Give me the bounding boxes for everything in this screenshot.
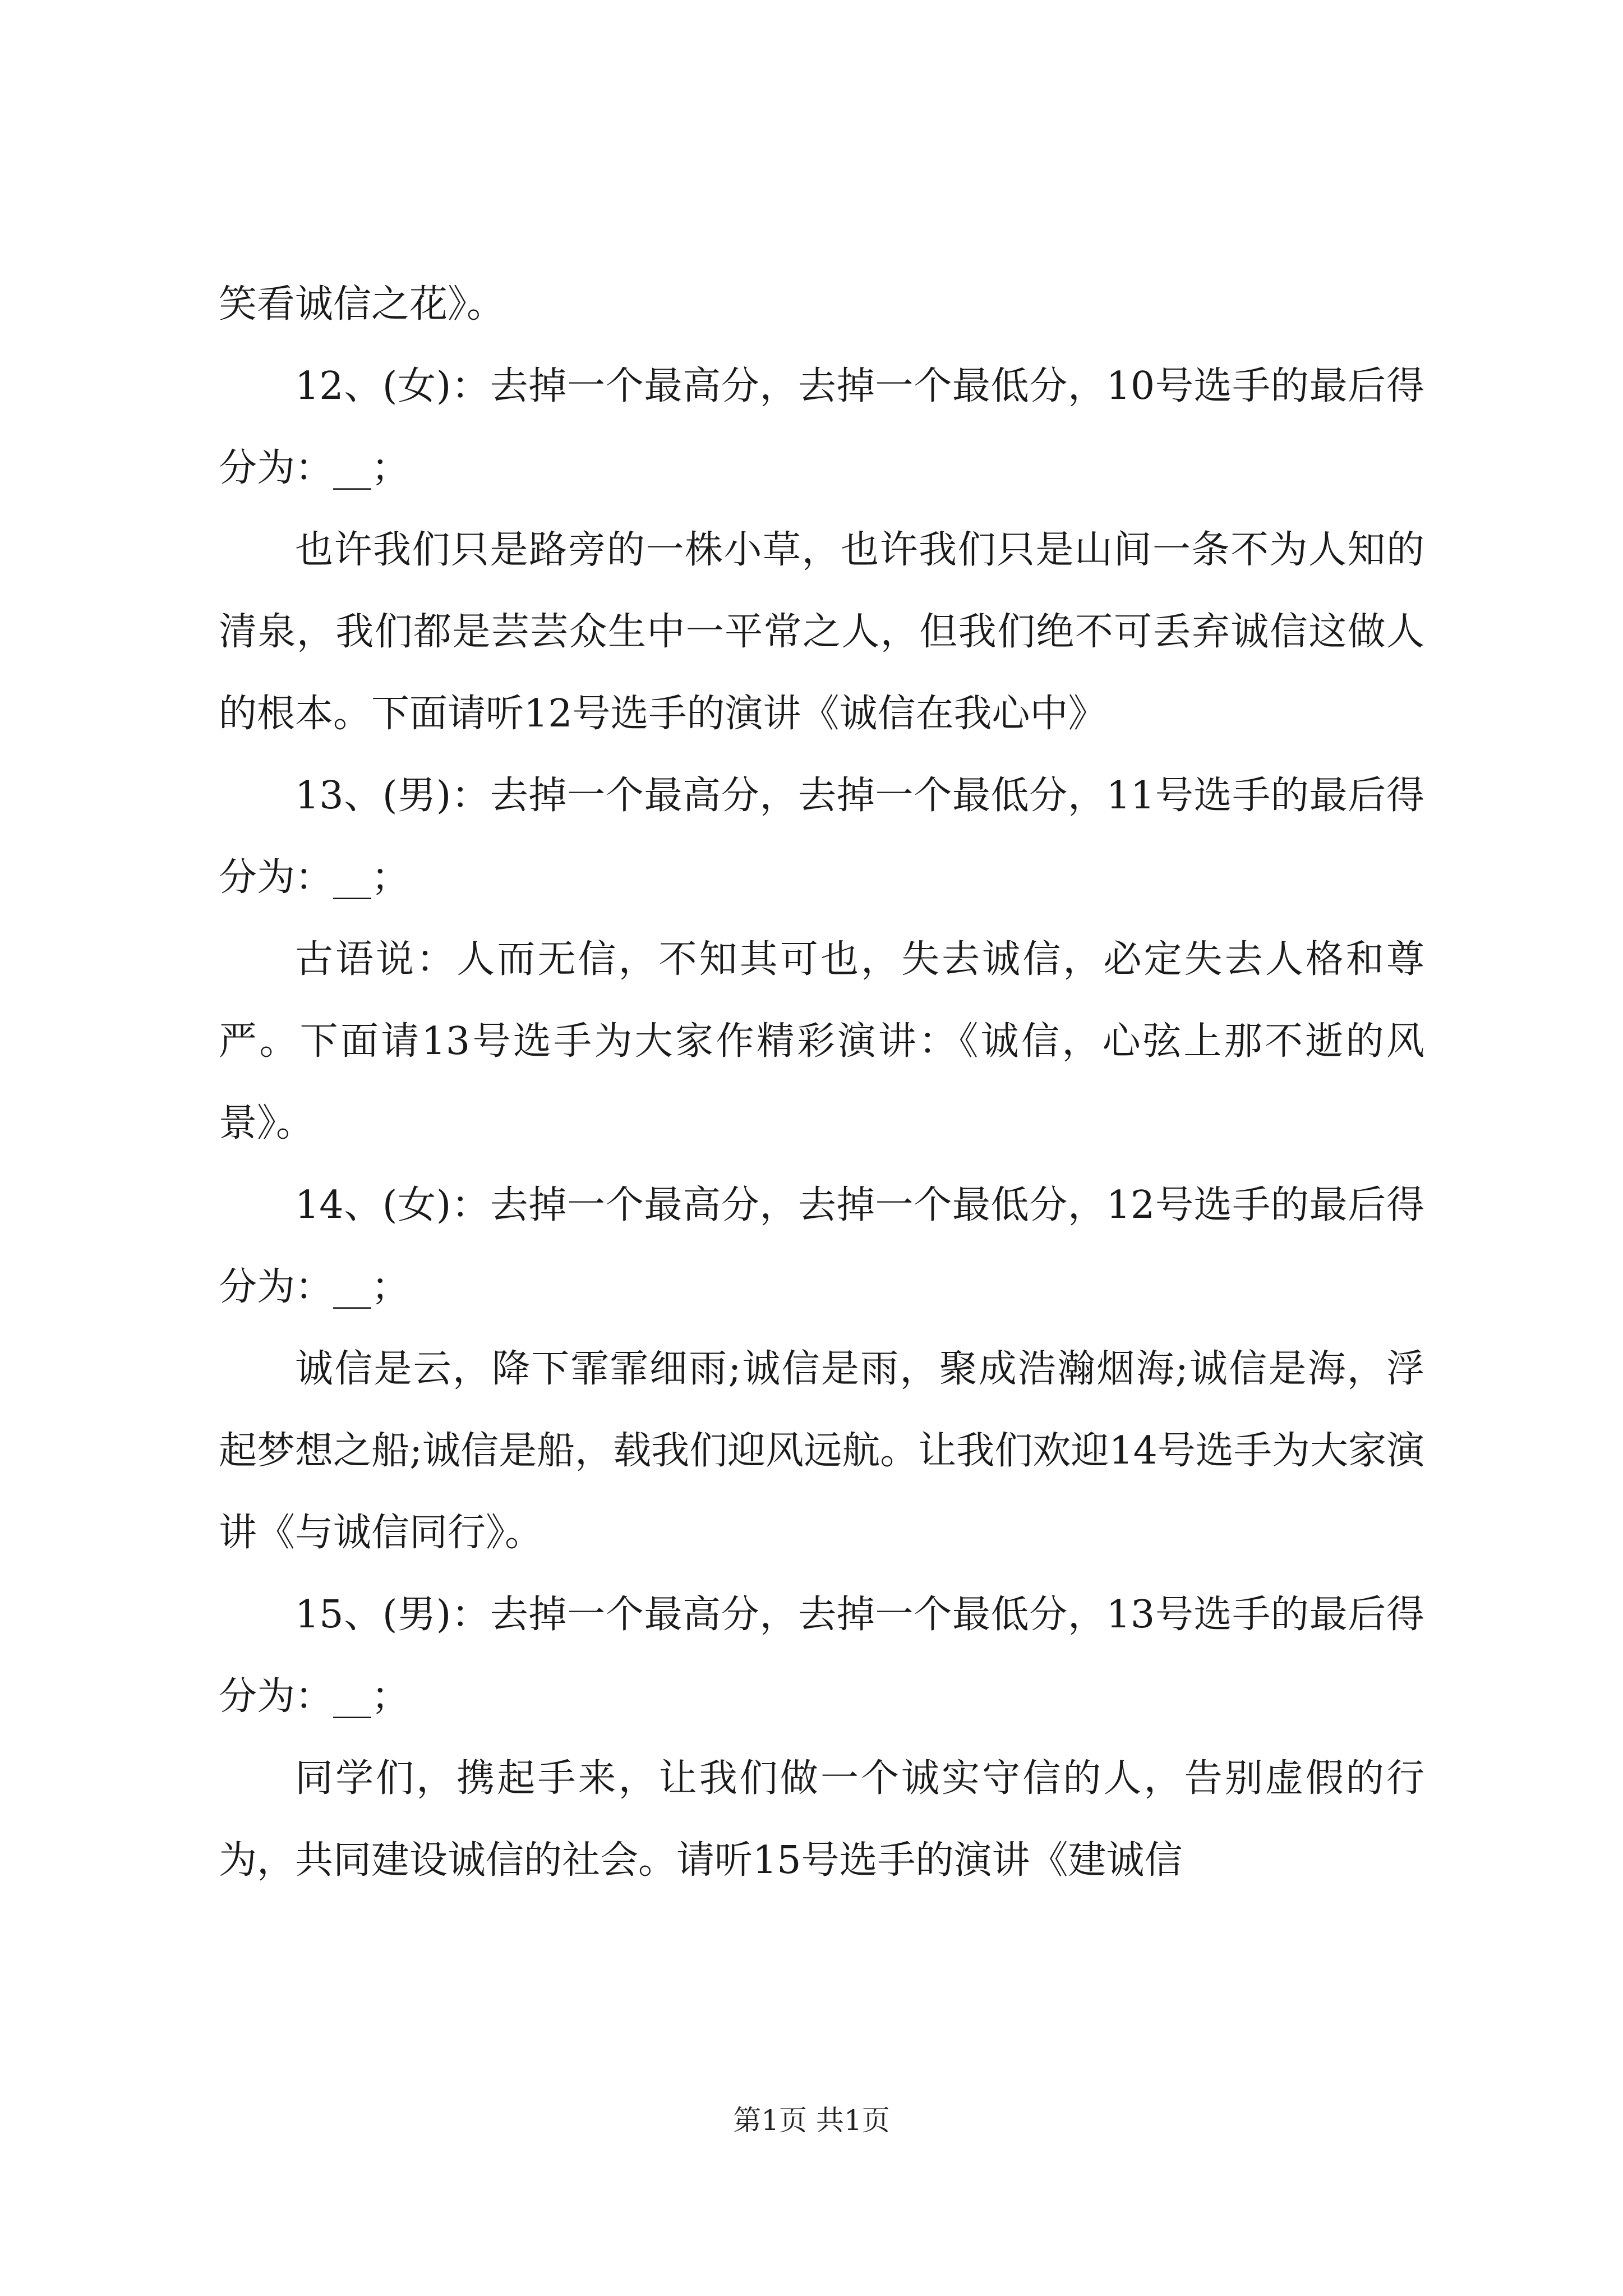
paragraph-intro-15: 同学们，携起手来，让我们做一个诚实守信的人，告别虚假的行为，共同建设诚信的社会。请听15号选手的演讲《建诚信 [219, 1756, 1424, 1883]
paragraph-intro-13: 古语说：人而无信，不知其可也，失去诚信，必定失去人格和尊严。下面请13号选手为大家作精彩演讲：《诚信，心弦上那不逝的风景》。 [219, 937, 1424, 1145]
paragraph-score-12: 12、(女)：去掉一个最高分，去掉一个最低分，10号选手的最后得分为：__； [219, 364, 1424, 490]
page-footer: 第1页 共1页 [733, 2104, 890, 2137]
paragraph-continuation: 笑看诚信之花》。 [219, 282, 505, 326]
paragraph-score-15: 15、(男)：去掉一个最高分，去掉一个最低分，13号选手的最后得分为：__； [219, 1593, 1424, 1719]
paragraph-score-13: 13、(男)：去掉一个最高分，去掉一个最低分，11号选手的最后得分为：__； [219, 774, 1424, 900]
paragraph-intro-14: 诚信是云，降下霏霏细雨;诚信是雨，聚成浩瀚烟海;诚信是海，浮起梦想之船;诚信是船，载我们迎风远航。让我们欢迎14号选手为大家演讲《与诚信同行》。 [219, 1347, 1424, 1555]
document-body [219, 264, 1424, 1902]
paragraph-score-14: 14、(女)：去掉一个最高分，去掉一个最低分，12号选手的最后得分为：__； [219, 1183, 1424, 1309]
paragraph-intro-12: 也许我们只是路旁的一株小草，也许我们只是山间一条不为人知的清泉，我们都是芸芸众生中一平常之人，但我们绝不可丢弃诚信这做人的根本。下面请听12号选手的演讲《诚信在我心中》 [219, 528, 1424, 736]
